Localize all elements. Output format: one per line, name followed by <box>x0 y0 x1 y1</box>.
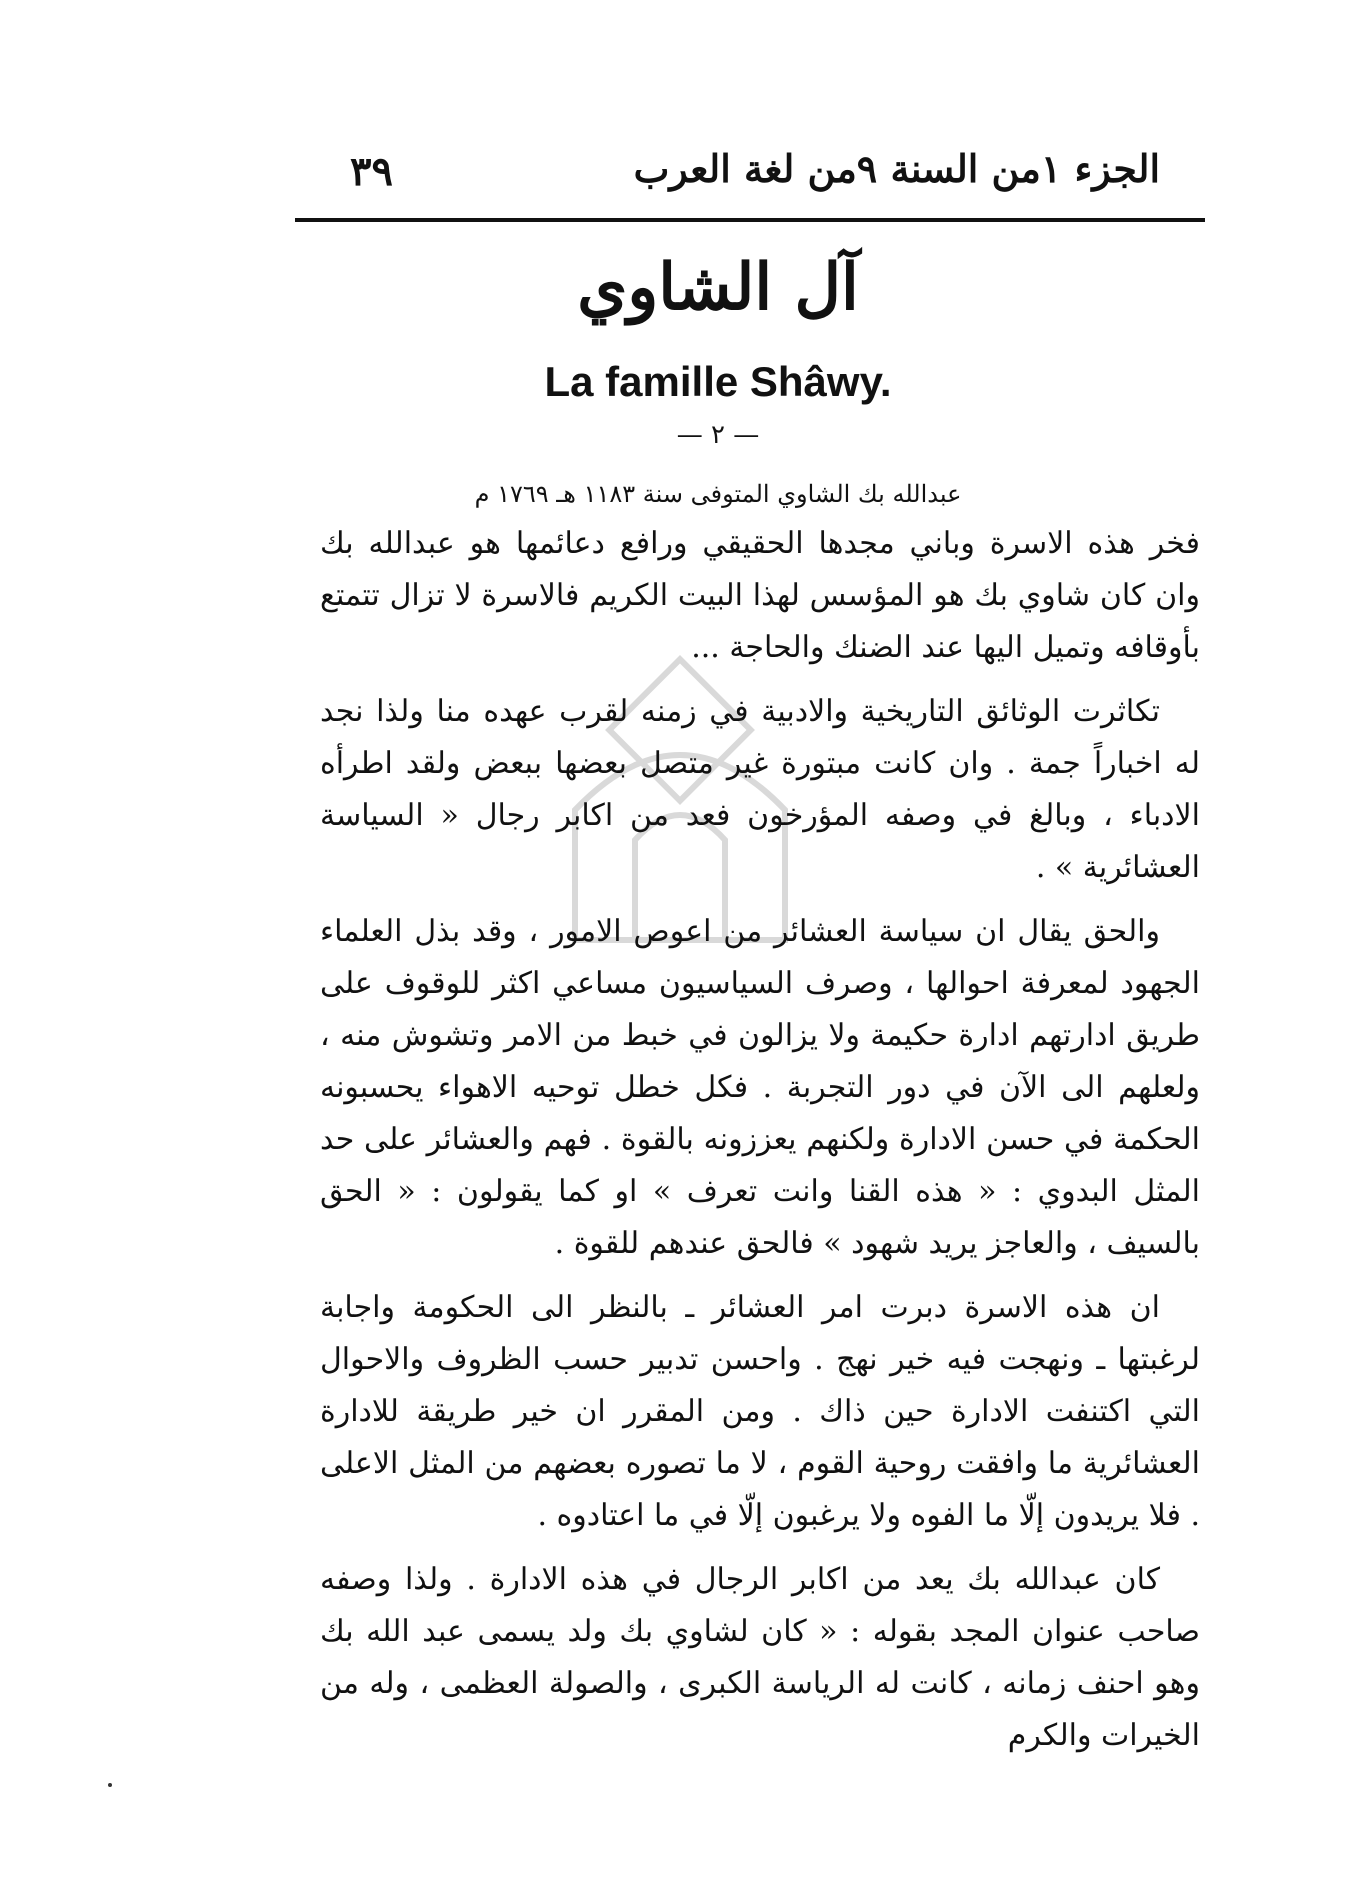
article-title-french: La famille Shâwy. <box>544 358 892 405</box>
paragraph: كان عبدالله بك يعد من اكابر الرجال في هذه الادارة . ولذا وصفه صاحب عنوان المجد بقوله : « كان لشاوي بك ولد يسمى عبد الله بك وهو احنف زمانه ، كانت له الرياسة الكبرى ، والصولة العظمى ، وله من الخيرات والكرم <box>320 1562 1200 1753</box>
header-rule <box>295 218 1205 222</box>
running-title: الجزء ١من السنة ٩من لغة العرب <box>633 146 1160 191</box>
paragraph: ان هذه الاسرة دبرت امر العشائر ـ بالنظر الى الحكومة واجابة لرغبتها ـ ونهجت فيه خير نهج . واحسن تدبير حسب الظروف والاحوال التي اكتنفت الادارة حين ذاك . ومن المقرر ان خير طريقة للادارة العشائرية ما وافقت روحية القوم ، لا ما تصوره بعضهم من المثل الاعلى . فلا يريدون إلّا ما الفوه ولا يرغبون إلّا في ما اعتادوه . <box>320 1290 1200 1533</box>
article-title-arabic: آل الشاوي <box>577 250 859 325</box>
article-body <box>320 518 1200 1774</box>
paragraph: والحق يقال ان سياسة العشائر من اعوص الامور ، وقد بذل العلماء الجهود لمعرفة احوالها ، وصرف السياسيون مساعي اكثر للوقوف على طريق ادارتهم ادارة حكيمة ولا يزالون في خبط من الامر وتشوش منه ، ولعلهم الى الآن في دور التجربة . فكل خطل توحيه الاهواء يحسبونه الحكمة في حسن الادارة ولكنهم يعززونه بالقوة . فهم والعشائر على حد المثل البدوي : « هذه القنا وانت تعرف » او كما يقولون : « الحق بالسيف ، والعاجز يريد شهود » فالحق عندهم للقوة . <box>320 914 1200 1261</box>
page-number: ٣٩ <box>350 148 393 195</box>
part-number: — ٢ — <box>676 420 760 450</box>
section-subheading: عبدالله بك الشاوي المتوفى سنة ١١٨٣ هـ ١٧٦٩ م <box>474 480 962 508</box>
scan-speck <box>108 1783 112 1787</box>
paragraph: فخر هذه الاسرة وباني مجدها الحقيقي ورافع دعائمها هو عبدالله بك وان كان شاوي بك هو المؤسس لهذا البيت الكريم فالاسرة لا تزال تتمتع بأوقافه وتميل اليها عند الضنك والحاجة ... <box>320 526 1200 665</box>
paragraph: تكاثرت الوثائق التاريخية والادبية في زمنه لقرب عهده منا ولذا نجد له اخباراً جمة . وان كانت مبتورة غير متصل بعضها ببعض ولقد اطرأه الادباء ، وبالغ في وصفه المؤرخون فعد من اكابر رجال « السياسة العشائرية » . <box>320 694 1200 885</box>
page-header <box>290 140 1200 200</box>
